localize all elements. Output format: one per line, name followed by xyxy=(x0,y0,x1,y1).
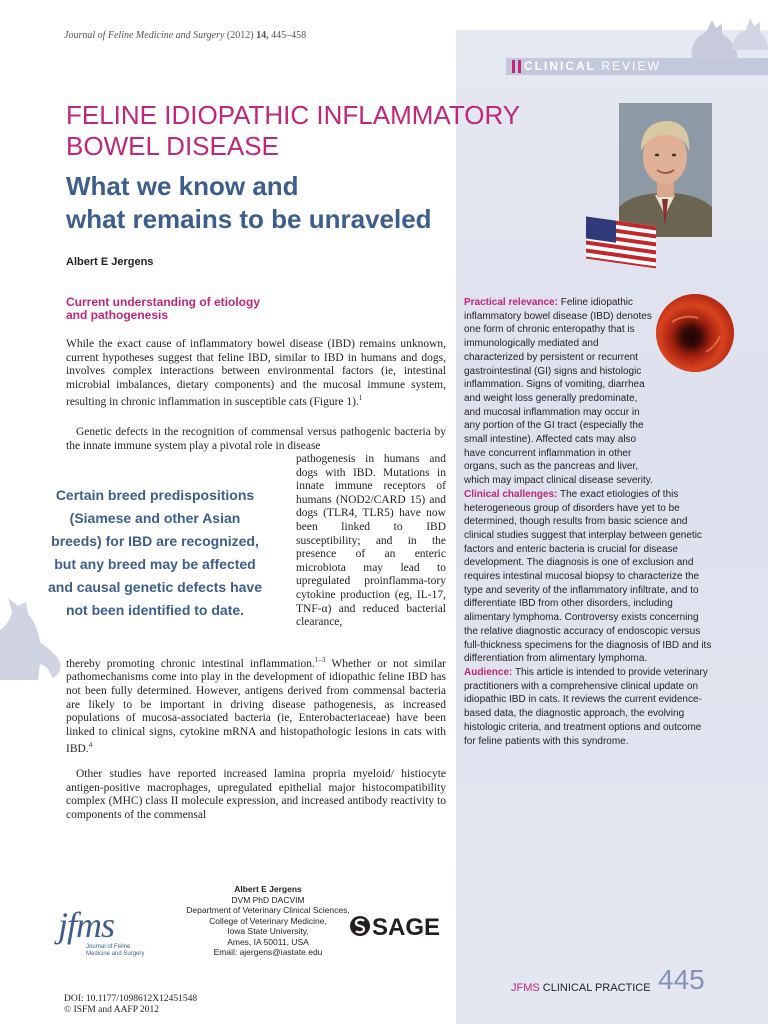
body-paragraph-narrow xyxy=(296,453,446,630)
abstract-relevance xyxy=(464,296,714,488)
title-line-1: FELINE IDIOPATHIC INFLAMMATORY xyxy=(66,100,521,130)
doi-block xyxy=(64,994,197,1016)
section-heading-line-1: Current understanding of etiology xyxy=(66,295,260,309)
section-label-light: REVIEW xyxy=(601,59,661,73)
abstract-audience xyxy=(464,666,714,748)
jfms-logo-subtext: Journal of Feline Medicine and Surgery xyxy=(86,944,145,957)
body-paragraph xyxy=(66,338,446,410)
author-university: Iowa State University, xyxy=(227,926,309,936)
pull-quote-line: and causal genetic defects have xyxy=(48,579,262,595)
abstract-box xyxy=(464,296,714,748)
journal-citation xyxy=(64,30,444,41)
pull-quote-line: Certain breed predispositions xyxy=(55,487,255,503)
challenges-label: Clinical challenges: xyxy=(464,488,558,500)
article-subtitle xyxy=(66,170,586,236)
audience-text: This article is intended to provide veterinary practitioners with a comprehensive clinical update on idiopathic IBD in cats. It reviews the current evidence-based data, the diagnostic approach, the evolving histologic criteria, and treatment options and outcome for feline patients with this syndrome. xyxy=(464,666,708,747)
paragraph-text: While the exact cause of inflammatory bowel disease (IBD) remains unknown, current hypotheses suggest that feline IBD, similar to IBD in humans and dogs, involves complex interactions between environmental factors (ie, intestinal microbial imbalances, dietary components) and the mucosal immune system, resulting in chronic inflammation in susceptible cats (Figure 1). xyxy=(66,338,446,409)
abstract-challenges xyxy=(464,488,714,666)
author-box-name: Albert E Jergens xyxy=(234,884,302,894)
pull-quote-line: not been identified to date. xyxy=(65,602,245,618)
author-dept: Department of Veterinary Clinical Sciences, xyxy=(186,905,350,915)
pull-quote-line: (Siamese and other Asian xyxy=(69,510,241,526)
journal-volume: 14, xyxy=(256,30,269,41)
relevance-text: Feline idiopathic inflammatory bowel disease (IBD) denotes one form of chronic enteropathy that is immunologically mediated and characterized by persistent or recurrent gastrointestinal (GI) signs and histologic inflammation. Signs of vomiting, diarrhea and weight loss generally predominate, and mucosal inflammation may occur in any portion of the GI tract (especially the small intestine). Affected cats may also have concurrent inflammation in other organs, such as the pancreas and liver, which may impact clinical disease severity. xyxy=(464,297,653,487)
section-label xyxy=(524,58,661,75)
banner-stripe xyxy=(512,60,515,73)
author-email: Email: ajergens@iastate.edu xyxy=(213,947,323,957)
paragraph-text: pathogenesis in humans and dogs with IBD. Mutations in innate immune receptors of humans (NOD2/CARD 15) and dogs (TLR4, TLR5) have now been linked to IBD susceptibility; and in the presence of an enteric microbiota may lead to upregulated proinflamma-tory cytokine production (eg, IL-17, TNF-α) and reduced bacterial clearance, xyxy=(296,453,446,629)
citation-sup: 1–3 xyxy=(314,656,326,664)
paragraph-text: thereby promoting chronic intestinal inflammation. xyxy=(66,657,315,670)
cat-silhouettes-icon xyxy=(662,0,768,60)
jfms-logo-text: jfms xyxy=(58,905,115,945)
section-label-bold: CLINICAL xyxy=(524,59,596,73)
copyright-text: © ISFM and AAFP 2012 xyxy=(64,1005,160,1015)
journal-name: Journal of Feline Medicine and Surgery xyxy=(64,30,225,41)
title-line-2: BOWEL DISEASE xyxy=(66,131,279,161)
citation-sup: 4 xyxy=(88,741,93,750)
body-paragraph xyxy=(66,768,446,822)
journal-year: (2012) xyxy=(226,30,254,41)
pull-quote-line: breeds) for IBD are recognized, xyxy=(51,533,259,549)
us-flag-icon xyxy=(582,214,660,270)
challenges-text: The exact etiologies of this heterogeneous group of disorders have yet to be determined, though results from basic science and clinical studies suggest that interplay between genetic factors and enteric bacteria is crucial for disease development. The diagnosis is one of exclusion and requires intestinal mucosal biopsy to characterize the type and severity of the inflammatory infiltrate, and to differentiate IBD from other disorders, including alimentary lymphoma. Controversy exists concerning the relative diagnostic accuracy of endoscopic versus full-thickness specimens for the diagnosis of IBD and its differentiation from alimentary lymphoma. xyxy=(464,488,712,665)
relevance-label: Practical relevance: xyxy=(464,297,558,308)
citation-sup: 1 xyxy=(358,394,363,403)
pull-quote xyxy=(35,484,275,622)
author-college: College of Veterinary Medicine, xyxy=(209,915,327,926)
paragraph-text: Genetic defects in the recognition of commensal versus pathogenic bacteria by the innate immune system play a pivotal role in disease xyxy=(66,426,446,452)
sage-logo-text: SAGE xyxy=(372,914,441,941)
body-paragraph xyxy=(66,654,446,757)
jfms-logo xyxy=(58,904,158,966)
page-number: 445 xyxy=(658,964,705,995)
sage-logo-icon xyxy=(350,914,370,938)
article-title xyxy=(66,100,606,162)
author-name: Albert E Jergens xyxy=(66,256,154,268)
paragraph-text: Other studies have reported increased lamina propria myeloid/ histiocyte antigen-positive macrophages, upregulated epithelial major histocompatibility complex (MHC) class II molecule expression, and increased antibody reactivity to components of the commensal xyxy=(66,768,446,821)
body-paragraph xyxy=(66,426,446,453)
subtitle-line-1: What we know and xyxy=(66,171,299,201)
cat-silhouette-icon xyxy=(0,590,64,680)
footer-clinical-practice: CLINICAL PRACTICE xyxy=(542,982,651,994)
paragraph-text: Whether or not similar pathomechanisms come into play in the development of idiopathic feline IBD has not been fully determined. However, antigens derived from commensal bacteria are likely to be important in driving disease pathogenesis, as increased populations of mucosa-associated bacteria (ie, Enterobacteriaceae) have been linked to clinical signs, cytokine mRNA and histopathologic lesions in cats with IBD. xyxy=(66,657,446,756)
footer-jfms: JFMS xyxy=(511,982,540,994)
author-city: Ames, IA 50011, USA xyxy=(227,936,309,947)
author-affiliation xyxy=(168,884,368,958)
audience-label: Audience: xyxy=(464,666,513,678)
footer-journal xyxy=(511,982,651,994)
journal-pages: 445–458 xyxy=(271,30,307,41)
author-degrees: DVM PhD DACVIM xyxy=(231,894,305,905)
section-heading-line-2: and pathogenesis xyxy=(66,308,169,322)
section-heading xyxy=(66,296,356,322)
banner-stripe xyxy=(518,60,521,73)
subtitle-line-2: what remains to be unraveled xyxy=(66,204,432,234)
pull-quote-line: but any breed may be affected xyxy=(54,556,256,572)
doi-text: DOI: 10.1177/1098612X12451548 xyxy=(64,994,198,1004)
